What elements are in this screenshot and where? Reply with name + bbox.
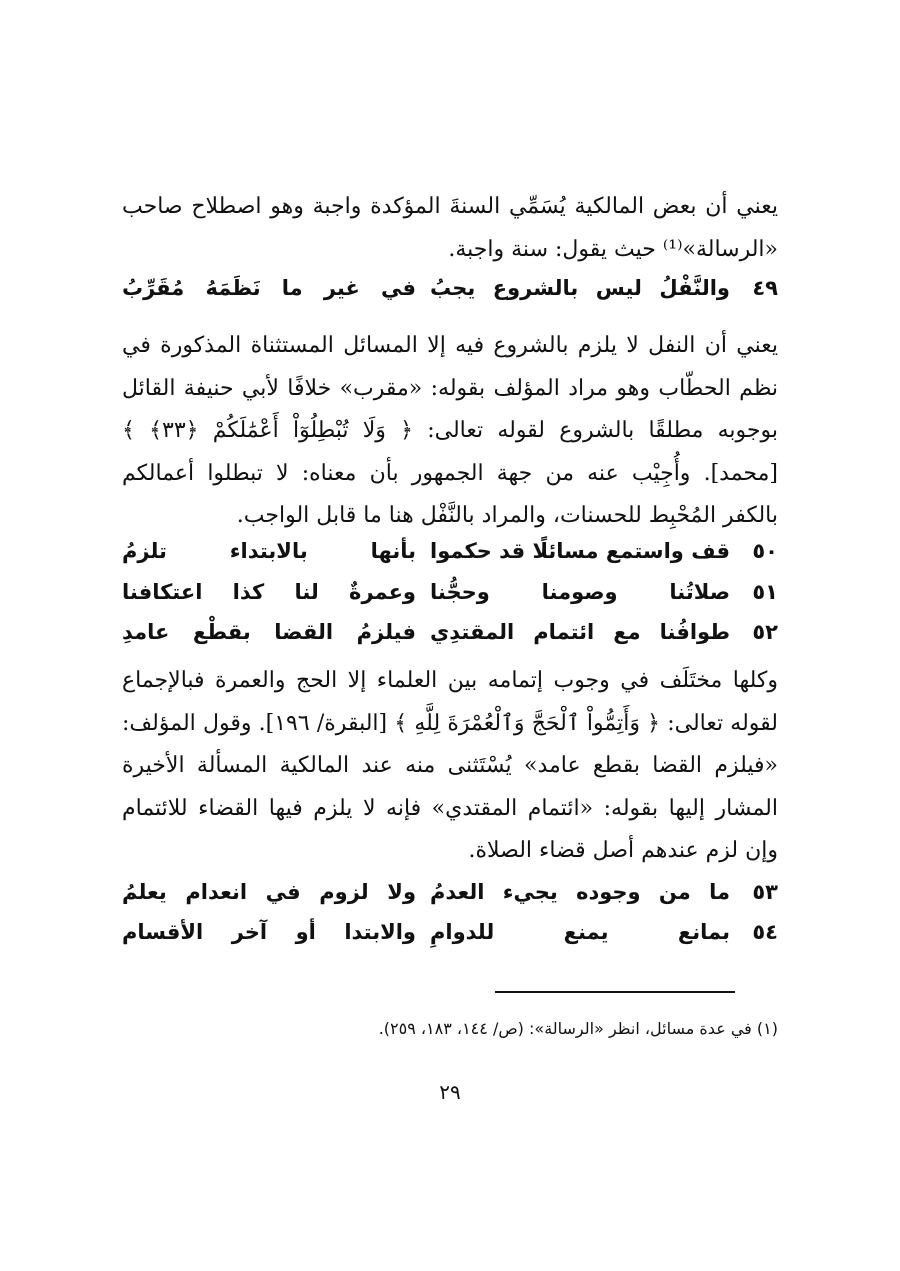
verse-second-hemistich: وعمرةٌ لنا كذا اعتكافنا	[122, 580, 416, 604]
verse-53	[122, 872, 778, 912]
page-number: ٢٩	[439, 1080, 461, 1104]
verse-50	[122, 531, 778, 571]
verse-second-hemistich: ولا لزوم في انعدام يعلمُ	[122, 880, 416, 904]
footnote-separator	[495, 991, 735, 993]
verse-number: ٥٢	[752, 620, 778, 644]
verse-51	[122, 572, 778, 612]
paragraph-text: وكلها مختَلَف في وجوب إتمامه بين العلماء إلا الحج والعمرة فبالإجماع لقوله تعالى: ﴿ وَأَتِمُّواْ ٱلْحَجَّ وَٱلْعُمْرَةَ لِلَّهِ ﴾ [البقرة/ ١٩٦]. وقول المؤلف: «فيلزم القضا بقطع عامد» يُسْتَثنى منه عند المالكية المسألة الأخيرة المشار إليها بقوله: «ائتمام المقتدي» فإنه لا يلزم فيها القضاء للائتمام وإن لزم عندهم أصل قضاء الصلاة.	[122, 668, 778, 863]
verse-52	[122, 612, 778, 652]
verse-second-hemistich: في غير ما نَظَمَهُ مُقَرِّبُ	[122, 276, 416, 300]
verse-first-hemistich: ما من وجوده يجيء العدمُ	[430, 880, 730, 904]
verse-second-hemistich: فيلزمُ القضا بقطْع عامدِ	[122, 620, 416, 644]
verse-number: ٥٠	[752, 539, 778, 563]
verse-second-hemistich: والابتدا أو آخر الأقسام	[122, 920, 416, 944]
verse-number: ٥٣	[752, 880, 778, 904]
commentary-paragraph-2	[122, 325, 778, 538]
verse-number: ٥١	[752, 580, 778, 604]
paragraph-text: يعني أن بعض المالكية يُسَمِّي السنةَ المؤكدة واجبة وهو اصطلاح صاحب «الرسالة»⁽¹⁾ حيث يقول: سنة واجبة.	[122, 194, 778, 262]
verse-first-hemistich: والنَّفْلُ ليس بالشروع يجبُ	[430, 276, 730, 300]
commentary-paragraph-1	[122, 186, 778, 271]
verse-first-hemistich: بمانع يمنع للدوامِ	[430, 920, 730, 944]
verse-second-hemistich: بأنها بالابتداء تلزمُ	[122, 539, 416, 563]
verse-49	[122, 268, 778, 308]
verse-first-hemistich: صلاتُنا وصومنا وحجُّنا	[430, 580, 730, 604]
verse-number: ٤٩	[752, 276, 778, 300]
verse-first-hemistich: طوافُنا مع ائتمام المقتدِي	[430, 620, 730, 644]
verse-first-hemistich: قف واستمع مسائلًا قد حكموا	[430, 539, 730, 563]
paragraph-text: يعني أن النفل لا يلزم بالشروع فيه إلا المسائل المستثناة المذكورة في نظم الحطّاب وهو مراد المؤلف بقوله: «مقرب» خلافًا لأبي حنيفة القائل بوجوبه مطلقًا بالشروع لقوله تعالى: ﴿ وَلَا تُبْطِلُوٓاْ أَعْمَٰلَكُمْ ﴿٣٣﴾ ﴾ [محمد]. وأُجِيْب عنه من جهة الجمهور بأن معناه: لا تبطلوا أعمالكم بالكفر المُحْبِط للحسنات، والمراد بالنَّفْل هنا ما قابل الواجب.	[122, 333, 778, 528]
footnote: (١) في عدة مسائل، انظر «الرسالة»: (ص/ ١٤٤، ١٨٣، ٢٥٩).	[378, 1019, 778, 1038]
verse-number: ٥٤	[752, 920, 778, 944]
commentary-paragraph-3	[122, 660, 778, 873]
verse-54	[122, 912, 778, 952]
